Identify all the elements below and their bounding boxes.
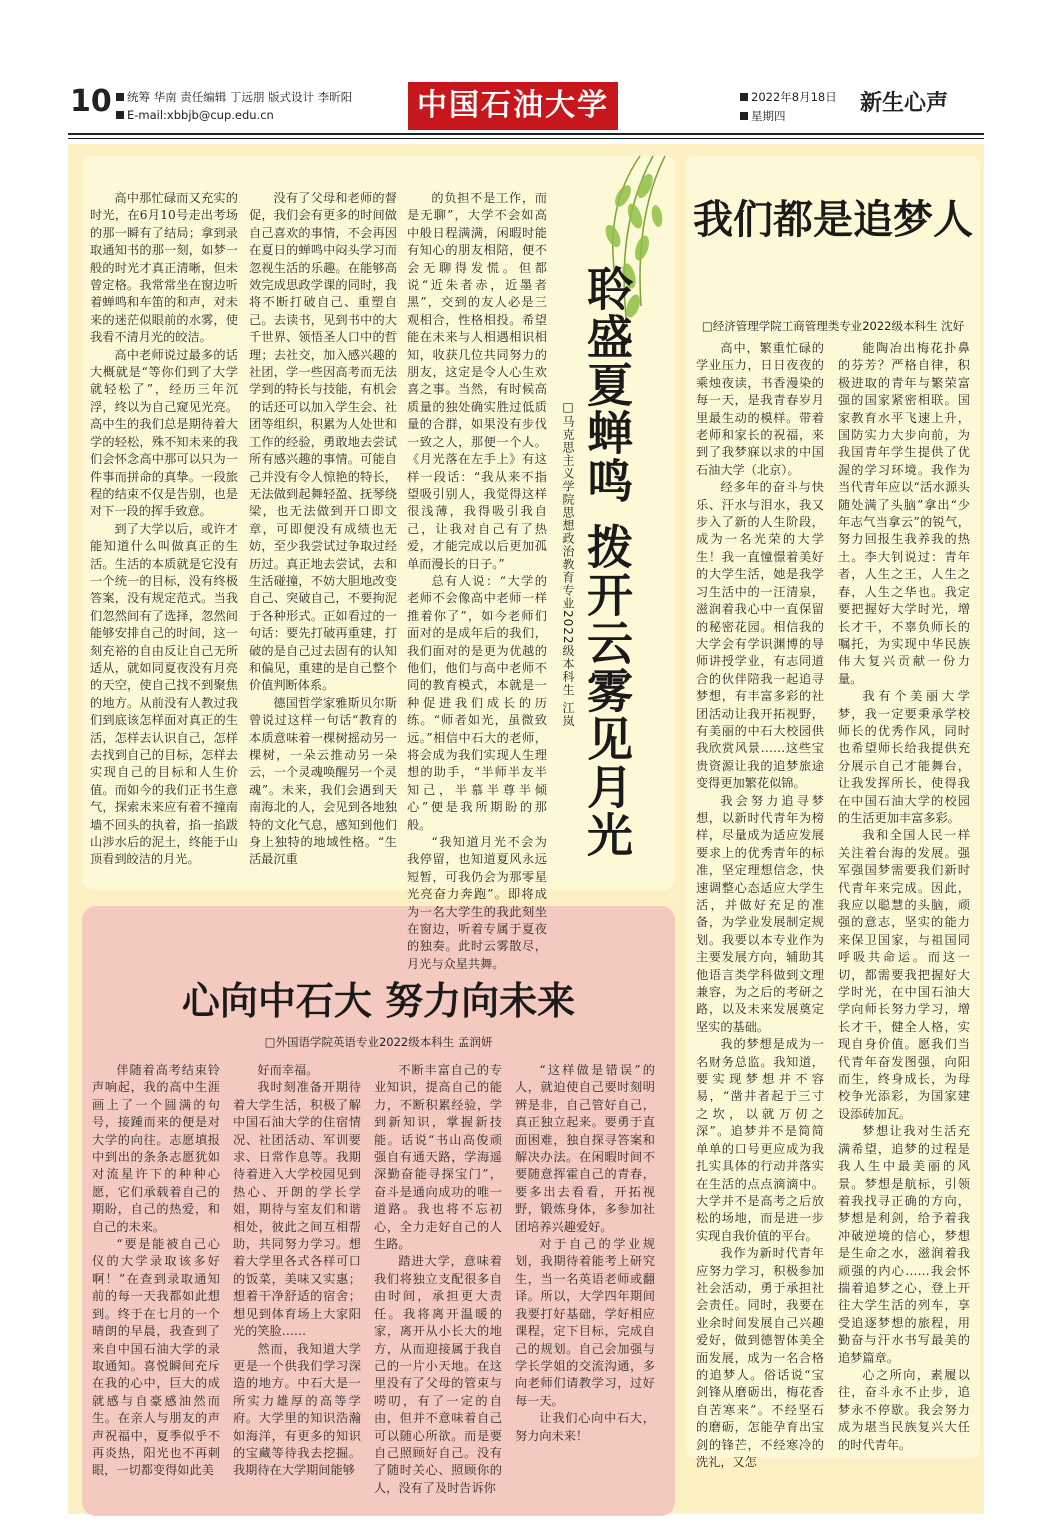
masthead-logo: 中国石油大学	[408, 82, 618, 130]
paragraph: 然而，我知道大学更是一个供我们学习深造的地方。中石大是一所实力雄厚的高等学府。大学里的知识浩瀚如海洋，有更多的知识的宝藏等待我去挖掘。我期待在大学期间能够	[233, 1341, 361, 1478]
page-number: 10	[70, 84, 112, 119]
paragraph: 我的梦想是成为一名财务总监。我知道，要实现梦想并不容易，“凿井者起于三寸之坎，以就万仞之深”。追梦并不是简简单单的口号更应成为我扎实具体的行动并落实在生活的点点滴滴中。大学并不是高考之后放松的场地，而是进一步实现自我价值的平台。	[696, 1037, 824, 1243]
paragraph: 能陶冶出梅花扑鼻的芬芳？严格自律，积极进取的青年与繁荣富强的国家紧密相联。国家教育水平飞速上升，国防实力大步向前，为我国青年学生提供了优渥的学习环境。我作为当代青年应以“活水源头随处满了头脑”拿出“少年志气当拿云”的锐气，努力回报生我养我的热土。李大钊说过：青年者，人生之王，人生之春，人生之华也。我定要把握好大学时光，增长才干，不辜负师长的嘱托，为实现中华民族伟大复兴贡献一份力量。	[838, 341, 970, 686]
paragraph: “我知道月光不会为我停留，也知道夏风永远短暂，可我仍会为那零星光亮奋力奔跑”。即将成为一名大学生的我此刻坐在窗边，听着专属于夏夜的独奏。此时云雾散尽，月光与众星共舞。	[407, 835, 547, 971]
paragraph: 没有了父母和老师的督促，我们会有更多的时间做自己喜欢的事情，不会再因在夏日的蝉鸣中闷头学习而忽视生活的乐趣。在能够高效完成思政学课的同时，我将不断打破自己、重塑自己。去读书，见到书中的大千世界、领悟圣人口中的哲理；去社交，加入感兴趣的社团，学一些因高考而无法学到的特长与技能，有机会的话还可以加入学生会、社团等组织，积累为人处世和工作的经验，勇敢地去尝试所有感兴趣的事情。可能自己并没有令人惊艳的特长，无法做到起舞轻盈、抚琴绕梁，也无法做到开口即文章，可即便没有成绩也无妨，至少我尝试过争取过经历过。真正地去尝试，去和生活碰撞，不妨大胆地改变自己、突破自己，不要拘泥于各种形式。正如看过的一句话：要先打破再重建，打破的是自己过去固有的认知和偏见，重建的是自己整个价值判断体系。	[249, 191, 397, 693]
paragraph: 高中，繁重忙碌的学业压力，日日夜夜的乘烛夜读，书香漫染的每一天，是我青春岁月里最生动的模样。带着老师和家长的祝福，来到了我梦寐以求的中国石油大学（北京）。	[696, 341, 824, 477]
article3-title: 我们都是追梦人	[693, 196, 973, 243]
article1-title: 聆盛夏蝉鸣 拨开云雾见月光	[580, 265, 634, 860]
paragraph: 不断丰富自己的专业知识，提高自己的能力，不断积累经验，学到新知识，掌握新技能。话说“书山高俊顽强自有通天路，学海遥深勤奋能寻探宝门”，奋斗是通向成功的唯一道路。我也将不忘初心，全力走好自己的人生路。	[374, 1063, 502, 1252]
article1-author: □马克思主义学院思想政治教育专业2022级本科生 江岚	[561, 400, 575, 728]
paragraph: 踏进大学，意味着我们将独立支配很多自由时间，承担更大责任。我将离开温暖的家，离开从小长大的地方，从而迎接属于我自己的一片小天地。在这里没有了父母的管束与唠叨，有了一定的自由，但并不意味着自己可以随心所欲。而是要自己照顾好自己。没有了随时关心、照顾你的人，没有了及时告诉你	[374, 1254, 502, 1495]
paragraph: 高中那忙碌而又充实的时光，在6月10号走出考场的那一瞬有了结局；拿到录取通知书的那一刻，如梦一般的时光才真正清晰，但未曾定格。我常常坐在窗边听着蝉鸣和车笛的和声，对未来的迷茫似眼前的水雾，使我看不清月光的皎洁。	[90, 191, 238, 345]
paragraph: 总有人说：“大学的老师不会像高中老师一样推着你了”，如今老师们面对的是成年后的我们，我们面对的是更为优越的他们，他们与高中老师不同的教育模式，本就是一种促进我们成长的历练。“师者如光，虽微致远。”相信中石大的老师，将会成为我们实现人生理想的助手，“半师半友半知己，半慕半尊半倾心”便是我所期盼的那般。	[407, 573, 547, 832]
paragraph: “要是能被自己心仪的大学录取该多好啊！”在查到录取通知前的每一天我都如此想到。终于在七月的一个晴朗的早晨，我查到了来自中国石油大学的录取通知。喜悦瞬间充斥在我的心中，巨大的成就感与自豪感油然而生。在亲人与朋友的声声祝福中，夏季似乎不再炎热，阳光也不再刺眼，一切都变得如此美	[92, 1237, 220, 1478]
email-text: E-mail:xbbjb@cup.edu.cn	[127, 108, 274, 122]
issue-date	[740, 89, 837, 105]
article1-column-2	[249, 190, 397, 880]
issue-weekday-text: 星期四	[751, 109, 786, 123]
paragraph: “这样做是错误”的人，就迫使自己要时刻明辨是非，自己管好自己，真正独立起来。要勇于直面困难，独自探寻答案和解决办法。在闲暇时间不要随意挥霍自己的青春，要多出去看看，开拓视野，锻炼身体，多参加社团培养兴趣爱好。	[515, 1063, 655, 1234]
paragraph: 的负担不是工作，而是无聊”，大学不会如高中般日程满满，闲暇时能有知心的朋友相陪，便不会无聊得发慌。但都说“近朱者赤，近墨者黑”，交到的友人必是三观相合，性格相投。希望能在未来与人相遇相识相知，收获几位共同努力的朋友，这定是令人心生欢喜之事。当然，有时候高质量的独处确实胜过低质量的合群，如果没有步伐一致之人，那便一个人。《月光落在左手上》有这样一段话：“我从来不指望吸引别人，我觉得这样很浅薄，我得吸引我自己，让我对自己有了热爱，才能完成以后更加孤单而漫长的日子。”	[407, 191, 547, 571]
paragraph: 让我们心向中石大，努力向未来！	[515, 1411, 655, 1443]
article3-author: □经济管理学院工商管理类专业2022级本科生 沈好	[701, 319, 965, 333]
paragraph: 高中老师说过最多的话大概就是“等你们到了大学就轻松了”，经历三年沉浮，终以为自己窥见光亮。高中生的我们总是期待着大学的轻松，殊不知未来的我们会怀念高中那可以只为一件事而拼命的真挚。一段旅程的结束不仅是告别，也是对下一段的挥手致意。	[90, 347, 238, 519]
paragraph: 我有个美丽大学梦，我一定要秉承学校师长的优秀作风，同时也希望师长给我提供充分展示自己才能舞台，让我发挥所长，使得我在中国石油大学的校园的生活更加丰富多彩。	[838, 689, 970, 825]
article2-column-2	[233, 1062, 361, 1502]
paragraph: 我会努力追寻梦想，以新时代青年为榜样，尽量成为适应发展要求上的优秀青年的标准，坚定理想信念，快速调整心态适应大学生活，并做好充足的准备，为学业发展制定规划。我要以本专业作为主要发展方向，辅助其他语言类学科做到文理兼容，为之后的考研之路，以及未来发展奠定坚实的基础。	[696, 793, 824, 1034]
paragraph: 对于自己的学业规划，我期待着能考上研究生，当一名英语老师或翻译。所以，大学四年期间我要打好基础，学好相应课程，定下目标，完成自己的规划。自己会加强与学长学姐的交流沟通，多向老师们请教学习，过好每一天。	[515, 1237, 655, 1408]
paragraph: 德国哲学家雅斯贝尔斯曾说过这样一句话“教育的本质意味着一棵树摇动另一棵树，一朵云推动另一朵云，一个灵魂唤醒另一个灵魂”。未来，我们会遇到天南海北的人，会见到各地独特的文化气息，感知到他们身上独特的地域性格。“生活最沉重	[249, 695, 397, 867]
paragraph: 我和全国人民一样关注着台海的发展。强军强国梦需要我们新时代青年来完成。因此，我应以聪慧的头脑，顽强的意志，坚实的能力来保卫国家，与祖国同呼吸共命运。而这一切，都需要我把握好大学时光，在中国石油大学向师长努力学习，增长才干，健全人格，实现自身价值。愿我们当代青年奋发图强，向阳而生，终身成长，为母校争光添彩，为国家建设添砖加瓦。	[838, 828, 970, 1121]
header-rule	[68, 133, 984, 135]
email	[116, 108, 274, 122]
article2-column-4	[515, 1062, 655, 1502]
issue-date-text: 2022年8月18日	[751, 90, 837, 104]
paragraph: 我时刻准备开期待着大学生活，积极了解中国石油大学的住宿情况、社团活动、军训要求、日常作息等。我期待着进入大学校园见到热心、开朗的学长学姐，期待与室友们和谐相处，彼此之间互相帮助，共同努力学习。想着大学里各式各样可口的饭菜，美味又实惠；想着干净舒适的宿舍；想见到体育场上大家阳光的笑脸……	[233, 1080, 361, 1339]
paragraph: 伴随着高考结束铃声响起，我的高中生涯画上了一个圆满的句号，接踵而来的便是对大学的向往。志愿填报中到出的条条志愿犹如对流星许下的种种心愿，它们承载着自己的期盼，自己的热爱，和自己的未来。	[92, 1063, 220, 1234]
article2-title: 心向中石大 努力向未来	[181, 978, 576, 1023]
article3-column-1	[696, 340, 824, 1469]
editor-credits	[116, 89, 352, 105]
paragraph: 经多年的奋斗与快乐、汗水与泪水，我又步入了新的人生阶段，成为一名光荣的大学生！我一直憧憬着美好的大学生活，她是我学习生活中的一汪清泉，滋润着我心中一直保留的秘密花园。相信我的大学会有学识渊博的导师讲授学业，有志同道合的伙伴陪我一起追寻梦想，有丰富多彩的社团活动让我开拓视野，有美丽的中石大校园供我欣赏风景……这些宝贵资源让我的追梦旅途变得更加繁花似锦。	[696, 480, 824, 791]
article2-column-3	[374, 1062, 502, 1502]
article3-column-2	[838, 340, 970, 1450]
article2-column-1	[92, 1062, 220, 1502]
issue-weekday	[740, 108, 786, 124]
paragraph: 我作为新时代青年应努力学习，积极参加社会活动，勇于承担社会责任。同时，我要在业余时间发展自己兴趣爱好，做到德智体美全面发展，成为一名合格的追梦人。俗话说“宝剑锋从磨砺出，梅花香自苦寒来”。不经坚石的磨砺，怎能孕育出宝剑的锋芒，不经寒冷的洗礼，又怎	[696, 1246, 824, 1469]
section-title: 新生心声	[860, 91, 949, 116]
article2-author: □外国语学院英语专业2022级本科生 孟润妍	[264, 1035, 493, 1049]
paragraph: 到了大学以后，或许才能知道什么叫做真正的生活。生活的本质就是它没有一个统一的目标，没有终极答案，没有规定范式。当我们忽然间有了选择，忽然间能够安排自己的时间，这一刻充裕的自由反让自己无所适从，就如同夏夜没有月亮的天空，使自己找不到聚焦的地方。从前没有人教过我们到底该怎样面对真正的生活，怎样去认识自己，怎样去找到自己的目标，怎样去实现自己的目标和人生价值。而如今的我们正书生意气，探索未来应有着不撞南墙不回头的执着，掐一掐跋山涉水后的泥土，终能于山顶看到皎洁的月光。	[90, 521, 238, 867]
paragraph: 梦想让我对生活充满希望，追梦的过程是我人生中最美丽的风景。梦想是航标，引领着我找寻正确的方向，梦想是利剑，给予着我冲破逆境的信心，梦想是生命之水，滋润着我顽强的内心……我会怀揣着追梦之心，登上开往大学生活的列车，享受追逐梦想的旅程，用勤奋与汗水书写最美的追梦篇章。	[838, 1124, 970, 1365]
paragraph: 好而幸福。	[257, 1063, 319, 1077]
editor-credits-text: 统筹 华南 责任编辑 丁远朋 版式设计 李昕阳	[127, 90, 353, 104]
article1-column-3	[407, 190, 547, 971]
header-rule-thin	[68, 138, 984, 139]
article1-column-1	[90, 190, 238, 880]
paragraph: 心之所向，素履以往，奋斗永不止步，追梦永不停歇。我会努力成为堪当民族复兴大任的时代青年。	[838, 1367, 970, 1452]
